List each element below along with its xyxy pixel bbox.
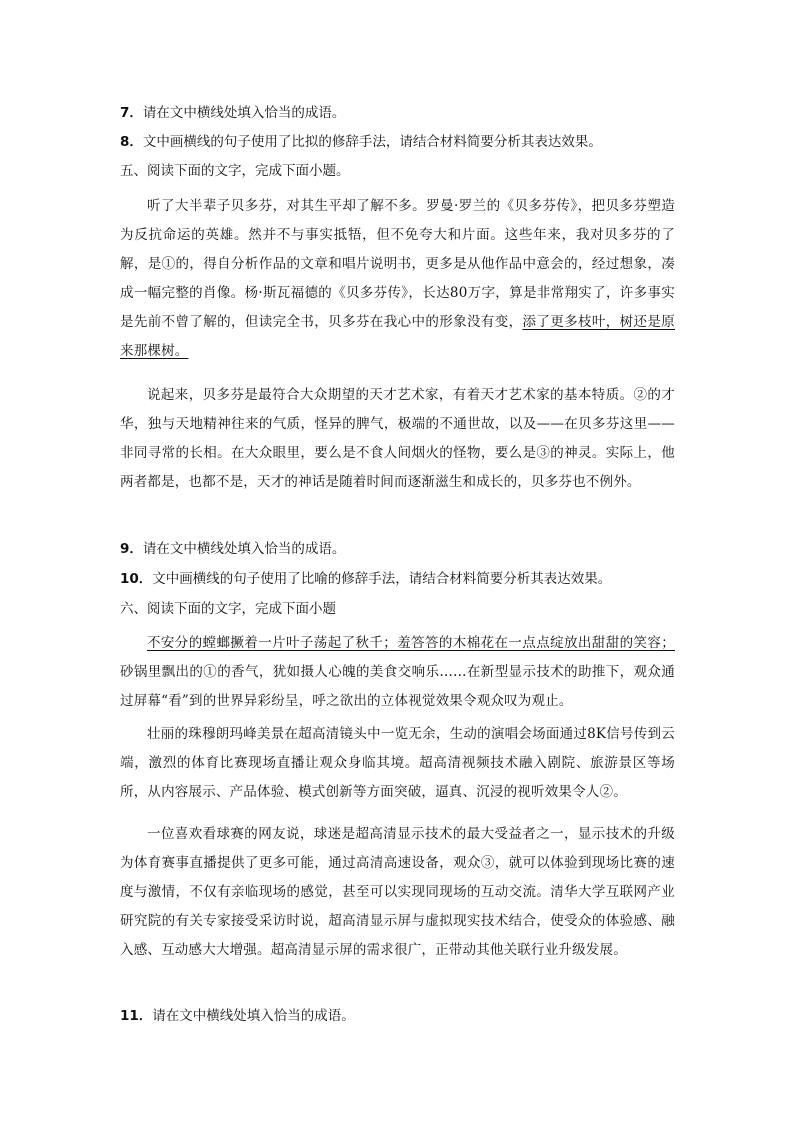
question-text: 请在文中横线处填入恰当的成语。 [152, 1008, 355, 1024]
question-number: 9． [120, 541, 143, 557]
passage-5-paragraph-1 [120, 192, 675, 366]
paragraph-text: 壮丽的珠穆朗玛峰美景在超高清镜头中一览无余，生动的演唱会场面通过8K信号传到云端，激烈的体育比赛现场直播让观众身临其境。超高清视频技术融入剧院、旅游景区等场所，从内容展示、产品体验、模式创新等方面突破，逼真、沉浸的视听效果令人②。 [120, 726, 675, 800]
question-text: 文中画横线的句子使用了比拟的修辞手法，请结合材料简要分析其表达效果。 [142, 134, 602, 150]
question-text: 请在文中横线处填入恰当的成语。 [142, 541, 346, 557]
question-number: 7． [120, 105, 143, 121]
question-number: 11． [120, 1008, 153, 1024]
question-7 [120, 103, 345, 123]
paragraph-text: 听了大半辈子贝多芬，对其生平却了解不多。罗曼·罗兰的《贝多芬传》，把贝多芬塑造为反抗命运的英雄。然并不与事实抵牾，但不免夸大和片面。这些年来，我对贝多芬的了解，是①的，得自分析作品的文章和唱片说明书，更多是从他作品中意会的，经过想象，凑成一幅完整的肖像。杨·斯瓦福德的《贝多芬传》，长达80万字，算是非常翔实了，许多事实是先前不曾了解的，但读完全书，贝多芬在我心中的形象没有变， [120, 198, 675, 330]
passage-5-paragraph-2 [120, 381, 675, 497]
question-number: 8． [120, 134, 143, 150]
underlined-sentence: 添了更多枝叶，树还是原来那棵树。 [120, 314, 675, 359]
question-8 [120, 132, 602, 152]
passage-6-paragraph-1 [120, 629, 675, 716]
passage-6-paragraph-2 [120, 720, 675, 807]
question-11 [120, 1006, 355, 1026]
section-6-heading [120, 599, 336, 619]
section-heading-text: 六、阅读下面的文字，完成下面小题 [120, 601, 336, 617]
section-heading-text: 五、阅读下面的文字，完成下面小题。 [120, 163, 350, 179]
paragraph-text: 一位喜欢看球赛的网友说，球迷是超高清显示技术的最大受益者之一，显示技术的升级为体育赛事直播提供了更多可能，通过高清高速设备，观众③，就可以体验到现场比赛的速度与激情，不仅有亲临现场的感觉，甚至可以实现同现场的互动交流。清华大学互联网产业研究院的有关专家接受采访时说，超高清显示屏与虚拟现实技术结合，使受众的体验感、融入感、互动感大大增强。超高清显示屏的需求很广，正带动其他关联行业升级发展。 [120, 826, 675, 958]
paragraph-text: 说起来，贝多芬是最符合大众期望的天才艺术家，有着天才艺术家的基本特质。②的才华，独与天地精神往来的气质，怪异的脾气，极端的不通世故，以及——在贝多芬这里——非同寻常的长相。在大众眼里，要么是不食人间烟火的怪物，要么是③的神灵。实际上，他两者都是，也都不是，天才的神话是随着时间而逐渐滋生和成长的，贝多芬也不例外。 [120, 387, 675, 490]
underlined-sentence: 不安分的螳螂撅着一片叶子荡起了秋千；羞答答的木棉花在一点点绽放出甜甜的笑容； [147, 635, 675, 651]
section-5-heading [120, 161, 350, 181]
paragraph-text: 砂锅里飘出的①的香气，犹如摄人心魄的美食交响乐……在新型显示技术的助推下，观众通过屏幕“看”到的世界异彩纷呈，呼之欲出的立体视觉效果令观众叹为观止。 [120, 664, 675, 709]
passage-6-paragraph-3 [120, 820, 675, 965]
question-10 [120, 569, 611, 589]
question-text: 文中画横线的句子使用了比喻的修辞手法，请结合材料简要分析其表达效果。 [152, 571, 612, 587]
question-9 [120, 539, 345, 559]
question-number: 10． [120, 571, 153, 587]
question-text: 请在文中横线处填入恰当的成语。 [142, 105, 346, 121]
